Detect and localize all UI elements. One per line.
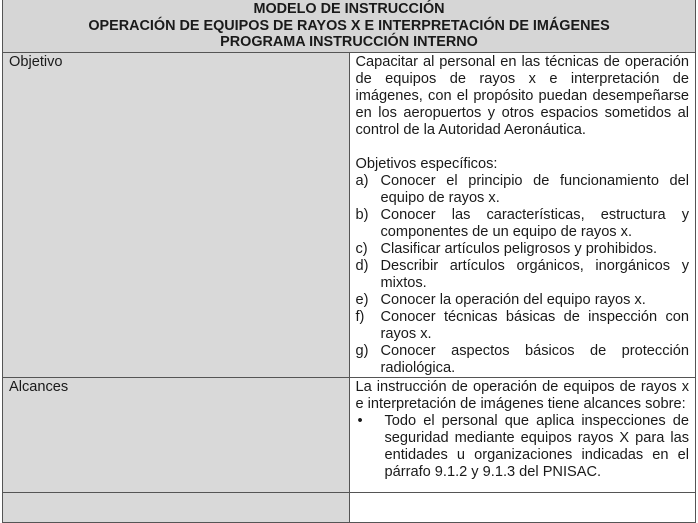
objective-paragraph: Capacitar al personal en las técnicas de operación de equipos de rayos x e interpretación de imágenes, con el propósito puedan desempeñarse en los aeropuertos y otros espacios sometidos al control de la Autoridad Aeronáutica. (355, 53, 689, 138)
scope-list (356, 413, 690, 481)
table-header-row (3, 0, 696, 52)
item-text: Clasificar artículos peligrosos y prohibidos. (380, 240, 658, 257)
item-text: Todo el personal que aplica inspecciones de seguridad mediante equipos rayos X para las entidades u organizaciones indicadas en el párrafo 9.1.2 y 9.1.3 del PNISAC. (384, 412, 689, 480)
item-key: g) (355, 342, 369, 359)
scope-paragraph: La instrucción de operación de equipos de rayos x e interpretación de imágenes tiene alcances sobre: (355, 378, 689, 412)
item-key: d) (355, 257, 369, 274)
row-content (349, 492, 696, 522)
row-content (349, 52, 696, 377)
item-key: b) (355, 206, 369, 223)
table-row-alcances (3, 377, 696, 492)
item-key: a) (355, 172, 369, 189)
item-text: Conocer el principio de funcionamiento del equipo de rayos x. (380, 172, 689, 206)
list-item (356, 309, 690, 343)
header-subtitle: OPERACIÓN DE EQUIPOS DE RAYOS X E INTERPRETACIÓN DE IMÁGENES (88, 17, 610, 34)
specific-objectives-list (356, 173, 690, 377)
item-key: e) (355, 291, 369, 308)
item-text: Conocer aspectos básicos de protección radiológica. (380, 342, 689, 376)
row-label: Objetivo (3, 52, 350, 377)
item-text: Conocer la operación del equipo rayos x. (380, 291, 646, 308)
table-row-partial (3, 492, 696, 522)
list-item (356, 292, 690, 309)
bullet-icon: • (357, 412, 363, 429)
row-content (349, 377, 696, 492)
list-item (356, 173, 690, 207)
item-key: c) (355, 240, 368, 257)
item-text: Conocer las características, estructura y componentes de un equipo de rayos x. (380, 206, 689, 240)
header-program: PROGRAMA INSTRUCCIÓN INTERNO (220, 34, 478, 50)
list-item (356, 241, 690, 258)
row-label (3, 492, 350, 522)
list-item (356, 207, 690, 241)
table-header (3, 0, 696, 52)
list-item (356, 343, 690, 377)
row-label: Alcances (3, 377, 350, 492)
list-item (356, 413, 690, 481)
instruction-table (2, 0, 696, 523)
list-item (356, 258, 690, 292)
header-title: MODELO DE INSTRUCCIÓN (253, 1, 445, 17)
item-text: Conocer técnicas básicas de inspección con rayos x. (380, 308, 689, 342)
specific-objectives-heading: Objetivos específicos: (355, 155, 498, 172)
table-row-objetivo (3, 52, 696, 377)
item-key: f) (355, 308, 365, 325)
item-text: Describir artículos orgánicos, inorgánicos y mixtos. (380, 257, 689, 291)
